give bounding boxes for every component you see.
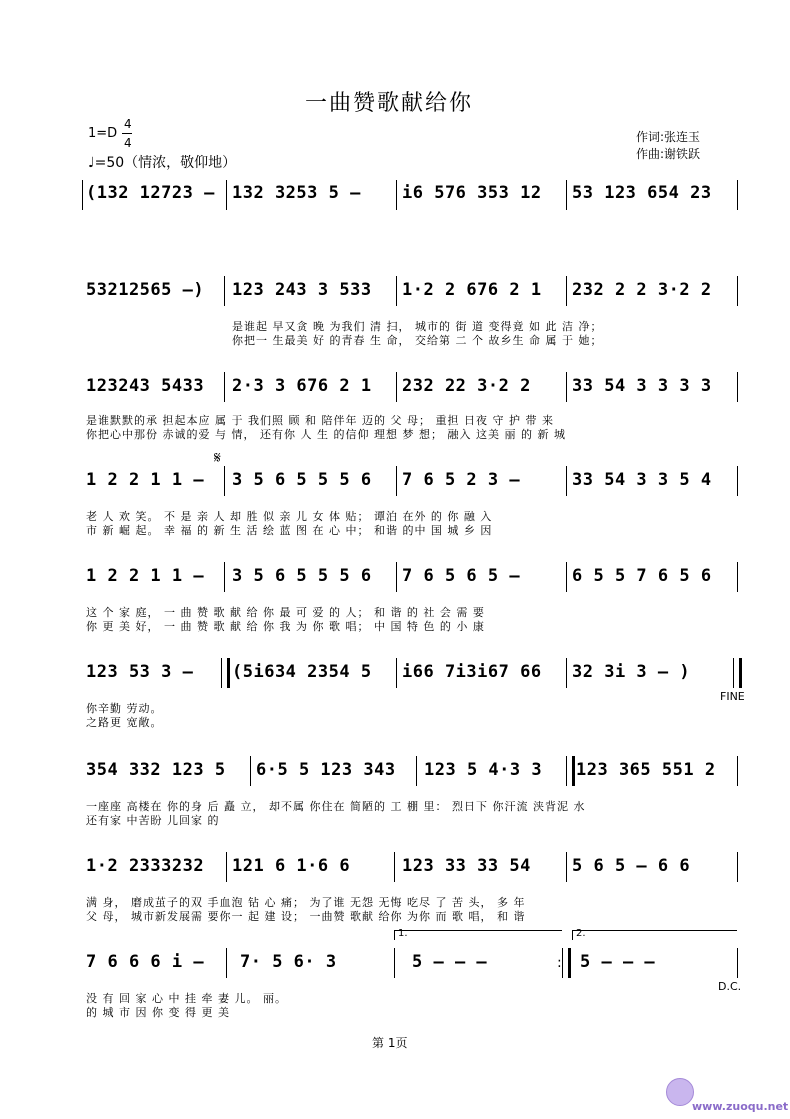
measure: 1 2 2 1 1 – <box>86 470 205 490</box>
measure: 3 5 6 5 5 5 6 <box>232 470 372 490</box>
measure: 123243 5433 <box>86 376 205 396</box>
key-signature: 1=D <box>88 126 118 141</box>
time-signature-bottom: 4 <box>124 136 132 150</box>
measure: 232 2 2 3·2 2 <box>572 280 712 300</box>
segno-icon: 𝄋 <box>214 448 221 467</box>
measure: i6 576 353 12 <box>402 183 542 203</box>
measure: 7 6 6 6 i – <box>86 952 205 972</box>
measure: 1·2 2333232 <box>86 856 205 876</box>
watermark-logo-icon <box>666 1078 694 1106</box>
page-title: 一曲赞歌献给你 <box>305 91 474 116</box>
measure: (132 12723 – <box>86 183 215 203</box>
lyric-line: 是谁默默的承 担起本应 属 于 我们照 顾 和 陪伴年 迈的 父 母； 重担 日夜 守 护 带 来 <box>86 414 554 427</box>
page-number: 第 1页 <box>372 1036 408 1050</box>
measure: 123 365 551 2 <box>576 760 716 780</box>
lyric-line: 一座座 高楼在 你的身 后 矗 立， 却不属 你住在 简陋的 工 棚 里： 烈日下 你汗流 浃背泥 水 <box>86 800 586 813</box>
measure: 6 5 5 7 6 5 6 <box>572 566 712 586</box>
tempo-text: =50（情浓，敬仰地） <box>94 155 237 171</box>
lyric-line: 之路更 宽敞。 <box>86 716 163 729</box>
lyricist-credit: 作词:张连玉 <box>636 130 701 144</box>
lyric-line: 这 个 家 庭， 一 曲 赞 歌 献 给 你 最 可 爱 的 人； 和 谐 的 社 会 需 要 <box>86 606 485 619</box>
measure: 1·2 2 676 2 1 <box>402 280 542 300</box>
repeat-dots: : <box>557 955 562 971</box>
measure: (5i634 2354 5 <box>232 662 372 682</box>
measure: 5 – – – <box>580 952 656 972</box>
measure: 53 123 654 23 <box>572 183 712 203</box>
volta-1: 1. <box>398 928 408 939</box>
lyric-line: 你把心中那份 赤诚的爱 与 情， 还有你 人 生 的信仰 理想 梦 想； 融入 这美 丽 的 新 城 <box>86 428 566 441</box>
measure: 53212565 –) <box>86 280 205 300</box>
measure: 3 5 6 5 5 5 6 <box>232 566 372 586</box>
measure: 121 6 1·6 6 <box>232 856 351 876</box>
measure: 6·5 5 123 343 <box>256 760 396 780</box>
lyric-line: 满 身， 磨成茧子的双 手血泡 钻 心 痛； 为了谁 无怨 无悔 吃尽 了 苦 头， 多 年 <box>86 896 526 909</box>
measure: 33 54 3 3 3 3 <box>572 376 712 396</box>
tempo-marking <box>88 152 236 172</box>
measure: 33 54 3 3 5 4 <box>572 470 712 490</box>
quarter-note-icon: ♩ <box>88 155 95 171</box>
measure: 354 332 123 5 <box>86 760 226 780</box>
lyric-line: 你 更 美 好， 一 曲 赞 歌 献 给 你 我 为 你 歌 唱； 中 国 特 色 的 小 康 <box>86 620 485 633</box>
measure: 5 6 5 – 6 6 <box>572 856 691 876</box>
lyric-line: 是谁起 早又贪 晚 为我们 清 扫， 城市的 街 道 变得竟 如 此 洁 净； <box>232 320 603 333</box>
lyric-line: 你把一 生最美 好 的青春 生 命， 交给第 二 个 故乡生 命 属 于 她； <box>232 334 603 347</box>
measure: 123 33 33 54 <box>402 856 531 876</box>
lyric-line: 你辛勤 劳动。 <box>86 702 163 715</box>
measure: 7· 5 6· 3 <box>240 952 337 972</box>
fine-mark: FINE <box>720 690 745 703</box>
measure: 5 – – – <box>412 952 488 972</box>
lyric-line: 父 母， 城市新发展需 要你一 起 建 设； 一曲赞 歌献 给你 为你 而 歌 唱， 和 谐 <box>86 910 526 923</box>
volta-2: 2. <box>576 928 586 939</box>
watermark-url: www.zuoqu.net <box>692 1100 789 1113</box>
measure: 1 2 2 1 1 – <box>86 566 205 586</box>
measure: 7 6 5 2 3 – <box>402 470 521 490</box>
lyric-line: 市 新 崛 起。 幸 福 的 新 生 活 绘 蓝 图 在 心 中； 和谐 的中 国 城 乡 因 <box>86 524 493 537</box>
measure: 32 3i 3 – ) <box>572 662 691 682</box>
measure: 132 3253 5 – <box>232 183 361 203</box>
lyric-line: 还有家 中苦盼 儿回家 的 <box>86 814 220 827</box>
measure: 123 53 3 – <box>86 662 194 682</box>
measure: i66 7i3i67 66 <box>402 662 542 682</box>
dc-mark: D.C. <box>718 980 742 993</box>
measure: 7 6 5 6 5 – <box>402 566 521 586</box>
lyric-line: 没 有 回 家 心 中 挂 牵 妻 儿。 丽。 <box>86 992 287 1005</box>
lyric-line: 老 人 欢 笑。 不 是 亲 人 却 胜 似 亲 儿 女 体 贴； 谭泊 在外 的 你 融 入 <box>86 510 493 523</box>
lyric-line: 的 城 市 因 你 变 得 更 美 <box>86 1006 230 1019</box>
measure: 123 5 4·3 3 <box>424 760 543 780</box>
time-signature-top: 4 <box>124 117 132 131</box>
measure: 232 22 3·2 2 <box>402 376 531 396</box>
measure: 2·3 3 676 2 1 <box>232 376 372 396</box>
composer-credit: 作曲:谢铁跃 <box>636 147 701 161</box>
measure: 123 243 3 533 <box>232 280 372 300</box>
